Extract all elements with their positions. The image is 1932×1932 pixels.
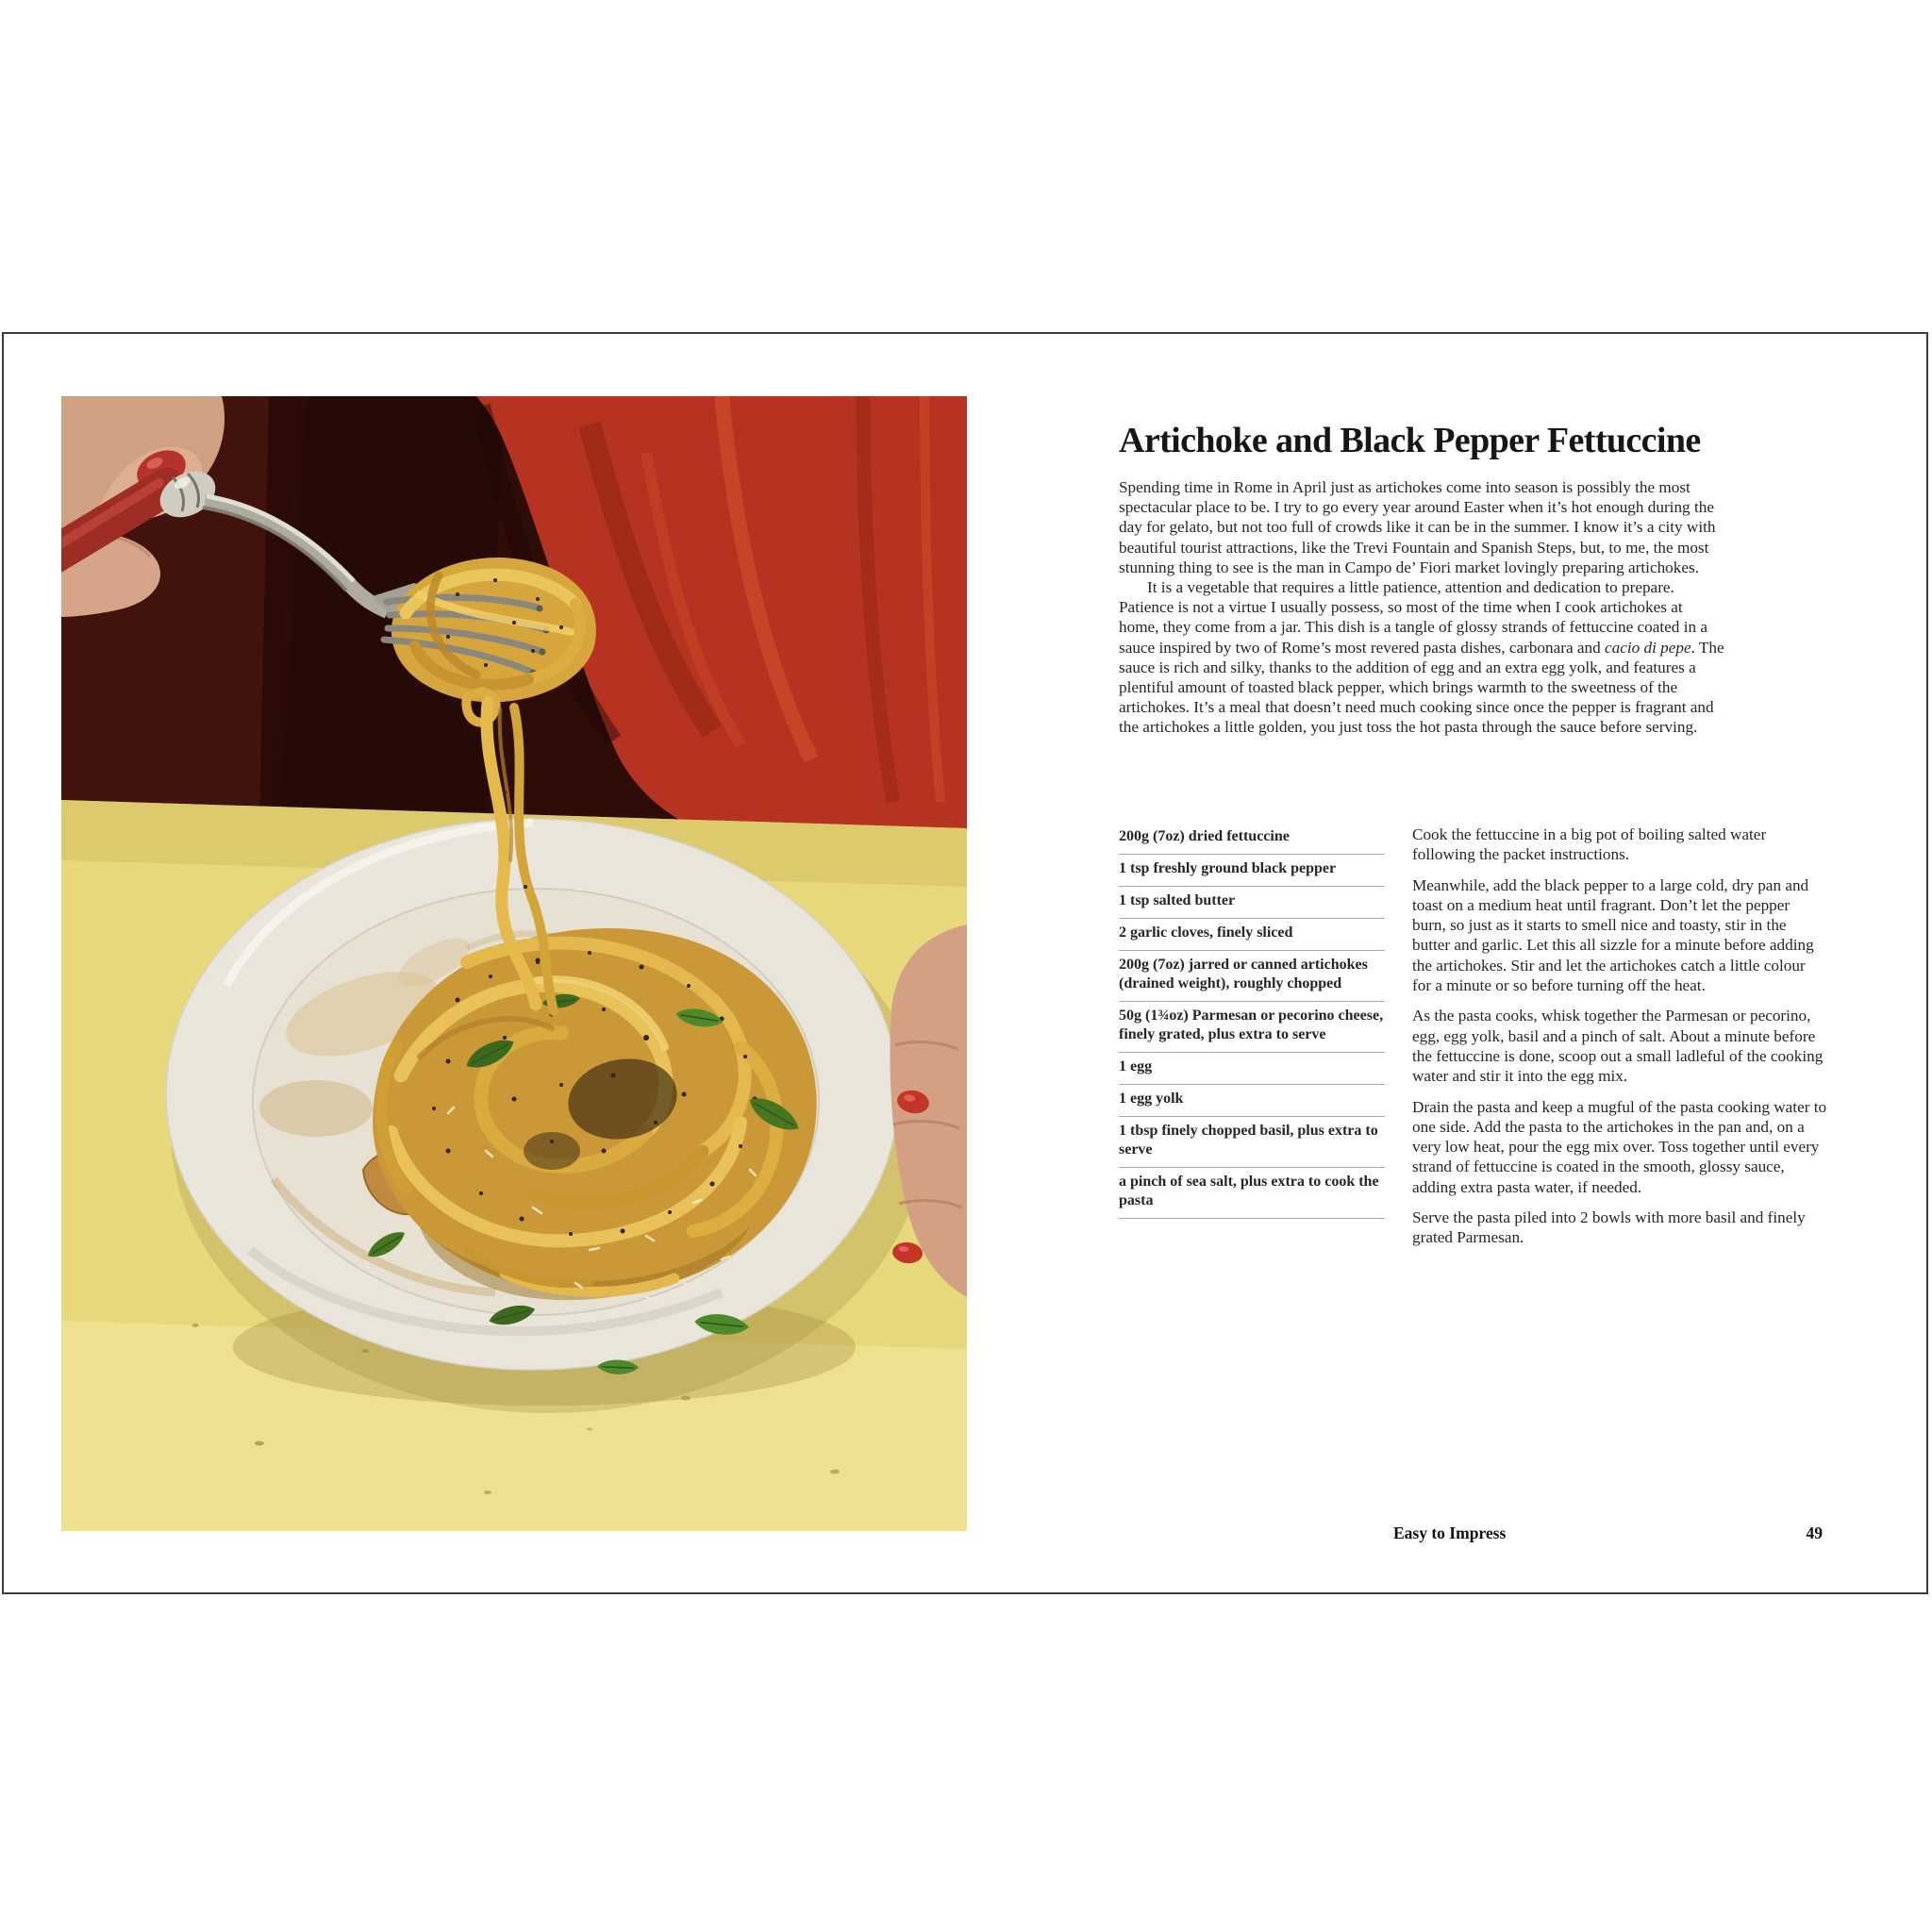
ingredient-item: 2 garlic cloves, finely sliced: [1119, 919, 1385, 951]
ingredient-item: 50g (1¾oz) Parmesan or pecorino cheese, finely grated, plus extra to serve: [1119, 1002, 1385, 1053]
intro-paragraph-1: Spending time in Rome in April just as artichokes come into season is possibly the most spectacular place to be. I try to go every year around Easter when it’s hot enough during the day for gelato, but not too full of crowds like it can be in the summer. I know it’s a city with beautiful tourist attractions, like the Trevi Fountain and Spanish Steps, but, to me, the most stunning thing to see is the man in Campo de’ Fiori market lovingly preparing artichokes.: [1119, 478, 1716, 576]
ingredient-item: 1 egg yolk: [1119, 1085, 1385, 1117]
ingredient-item: 200g (7oz) dried fettuccine: [1119, 823, 1385, 855]
recipe-photo: [61, 396, 967, 1531]
intro-paragraph-2: [1119, 577, 1726, 738]
method-steps: [1412, 824, 1827, 1258]
intro-paragraph-2-pre: It is a vegetable that requires a little patience, attention and dedication to prepare. Patience is not a virtue I usually possess, so most of the time when I cook artichokes at home, they come from a jar. This dish is a tangle of glossy strands of fettuccine coated in a sauce inspired by two of Rome’s most revered pasta dishes, carbonara and: [1119, 578, 1707, 657]
recipe-photo-illustration: [61, 396, 967, 1531]
intro-paragraph-2-post: . The sauce is rich and silky, thanks to the addition of egg and an extra egg yolk, and features a plentiful amount of toasted black pepper, which brings warmth to the sweetness of the artichokes. It’s a meal that doesn’t need much cooking since once the pepper is fragrant and the artichokes a little golden, you just toss the hot pasta through the sauce before serving.: [1119, 638, 1724, 737]
footer-section-label: Easy to Impress: [1393, 1524, 1507, 1542]
intro-paragraph-2-italic: cacio di pepe: [1605, 638, 1691, 657]
ingredient-item: a pinch of sea salt, plus extra to cook the pasta: [1119, 1168, 1385, 1219]
ingredients-list: [1119, 823, 1385, 1219]
recipe-intro: [1119, 477, 1726, 738]
ingredient-item: 1 tsp salted butter: [1119, 887, 1385, 919]
method-step: Cook the fettuccine in a big pot of boiling salted water following the packet instructions.: [1412, 825, 1767, 864]
method-step: Drain the pasta and keep a mugful of the pasta cooking water to one side. Add the pasta to the artichokes in the pan and, on a very low heat, pour the egg mix over. Toss together until every strand of fettuccine is coated in the smooth, glossy sauce, adding extra pasta water, if needed.: [1412, 1097, 1827, 1196]
ingredient-item: 200g (7oz) jarred or canned artichokes (drained weight), roughly chopped: [1119, 951, 1385, 1002]
method-step: As the pasta cooks, whisk together the Parmesan or pecorino, egg, egg yolk, basil and a pinch of salt. About a minute before the fettuccine is done, scoop out a small ladleful of the cooking water and stir it into the egg mix.: [1412, 1007, 1824, 1086]
method-step: Meanwhile, add the black pepper to a large cold, dry pan and toast on a medium heat until fragrant. Don’t let the pepper burn, so just as it starts to smell nice and toasty, stir in the butter and garlic. Let this all sizzle for a minute before adding the artichokes. Stir and let the artichokes catch a little colour for a minute or so before turning off the heat.: [1412, 875, 1814, 995]
recipe-title: Artichoke and Black Pepper Fettuccine: [1119, 421, 1701, 460]
page-number: 49: [1806, 1524, 1823, 1542]
ingredient-item: 1 tsp freshly ground black pepper: [1119, 855, 1385, 887]
method-step: Serve the pasta piled into 2 bowls with more basil and finely grated Parmesan.: [1412, 1208, 1806, 1247]
ingredient-item: 1 egg: [1119, 1053, 1385, 1085]
ingredient-item: 1 tbsp finely chopped basil, plus extra to serve: [1119, 1117, 1385, 1168]
